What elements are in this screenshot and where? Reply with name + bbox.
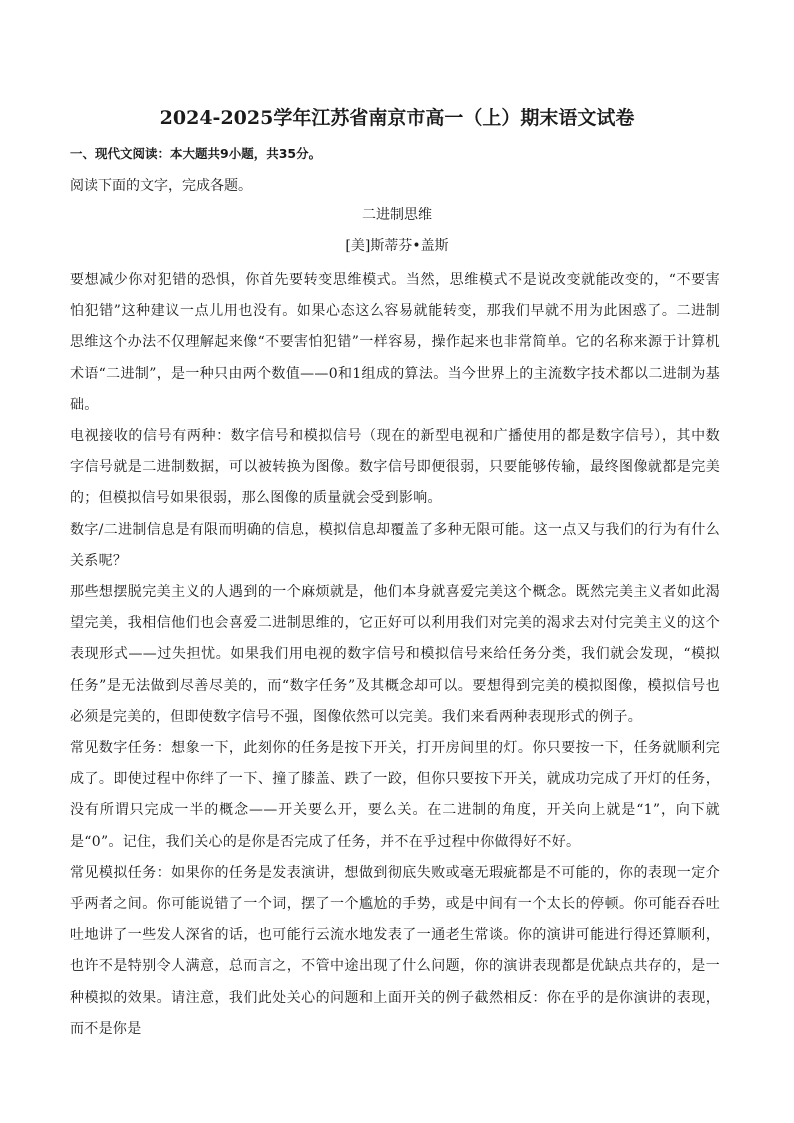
exam-title: 2024-2025学年江苏省南京市高一（上）期末语文试卷 (159, 107, 635, 129)
section-heading: 一、现代文阅读：本大题共9小题，共35分。 (70, 146, 322, 161)
paragraph: 电视接收的信号有两种：数字信号和模拟信号（现在的新型电视和广播使用的都是数字信号），其中数字信号就是二进制数据，可以被转换为图像。数字信号即便很弱，只要能够传输，最终图像就都是完美的；但模拟信号如果很弱，那么图像的质量就会受到影响。 (70, 428, 720, 507)
passage-author: [美]斯蒂芬•盖斯 (345, 238, 449, 254)
passage-title: 二进制思维 (362, 207, 432, 223)
paragraph: 常见模拟任务：如果你的任务是发表演讲，想做到彻底失败或毫无瑕疵都是不可能的，你的表现一定介乎两者之间。你可能说错了一个词，摆了一个尴尬的手势，或是中间有一个太长的停顿。你可能吞吞吐吐地讲了一些发人深省的话，也可能行云流水地发表了一通老生常谈。你的演讲可能进行得还算顺利，也许不是特别令人满意，总而言之，不管中途出现了什么问题，你的演讲表现都是优缺点共存的，是一种模拟的效果。请注意，我们此处关心的问题和上面开关的例子截然相反：你在乎的是你演讲的表现，而不是你是 (70, 864, 720, 1037)
passage-body (70, 265, 720, 1045)
paragraph: 那些想摆脱完美主义的人遇到的一个麻烦就是，他们本身就喜爱完美这个概念。既然完美主义者如此渴望完美，我相信他们也会喜爱二进制思维的，它正好可以利用我们对完美的渴求去对付完美主义的这个表现形式——过失担忧。如果我们用电视的数字信号和模拟信号来给任务分类，我们就会发现，“模拟任务”是无法做到尽善尽美的，而“数字任务”及其概念却可以。要想得到完美的模拟图像，模拟信号也必须是完美的，但即使数字信号不强，图像依然可以完美。我们来看两种表现形式的例子。 (70, 584, 720, 725)
reading-instruction: 阅读下面的文字，完成各题。 (70, 178, 252, 194)
paragraph: 常见数字任务：想象一下，此刻你的任务是按下开关，打开房间里的灯。你只要按一下，任务就顺利完成了。即使过程中你绊了一下、撞了膝盖、跌了一跤，但你只要按下开关，就成功完成了开灯的任务，没有所谓只完成一半的概念——开关要么开，要么关。在二进制的角度，开关向上就是“1”，向下就是“0”。记住，我们关心的是你是否完成了任务，并不在乎过程中你做得好不好。 (70, 740, 720, 850)
paragraph: 数字/二进制信息是有限而明确的信息，模拟信息却覆盖了多种无限可能。这一点又与我们的行为有什么关系呢？ (70, 521, 720, 569)
paragraph: 要想减少你对犯错的恐惧，你首先要转变思维模式。当然，思维模式不是说改变就能改变的，“不要害怕犯错”这种建议一点儿用也没有。如果心态这么容易就能转变，那我们早就不用为此困惑了。二进制思维这个办法不仅理解起来像“不要害怕犯错”一样容易，操作起来也非常简单。它的名称来源于计算机术语“二进制”，是一种只由两个数值——0和1组成的算法。当今世界上的主流数字技术都以二进制为基础。 (70, 272, 720, 413)
